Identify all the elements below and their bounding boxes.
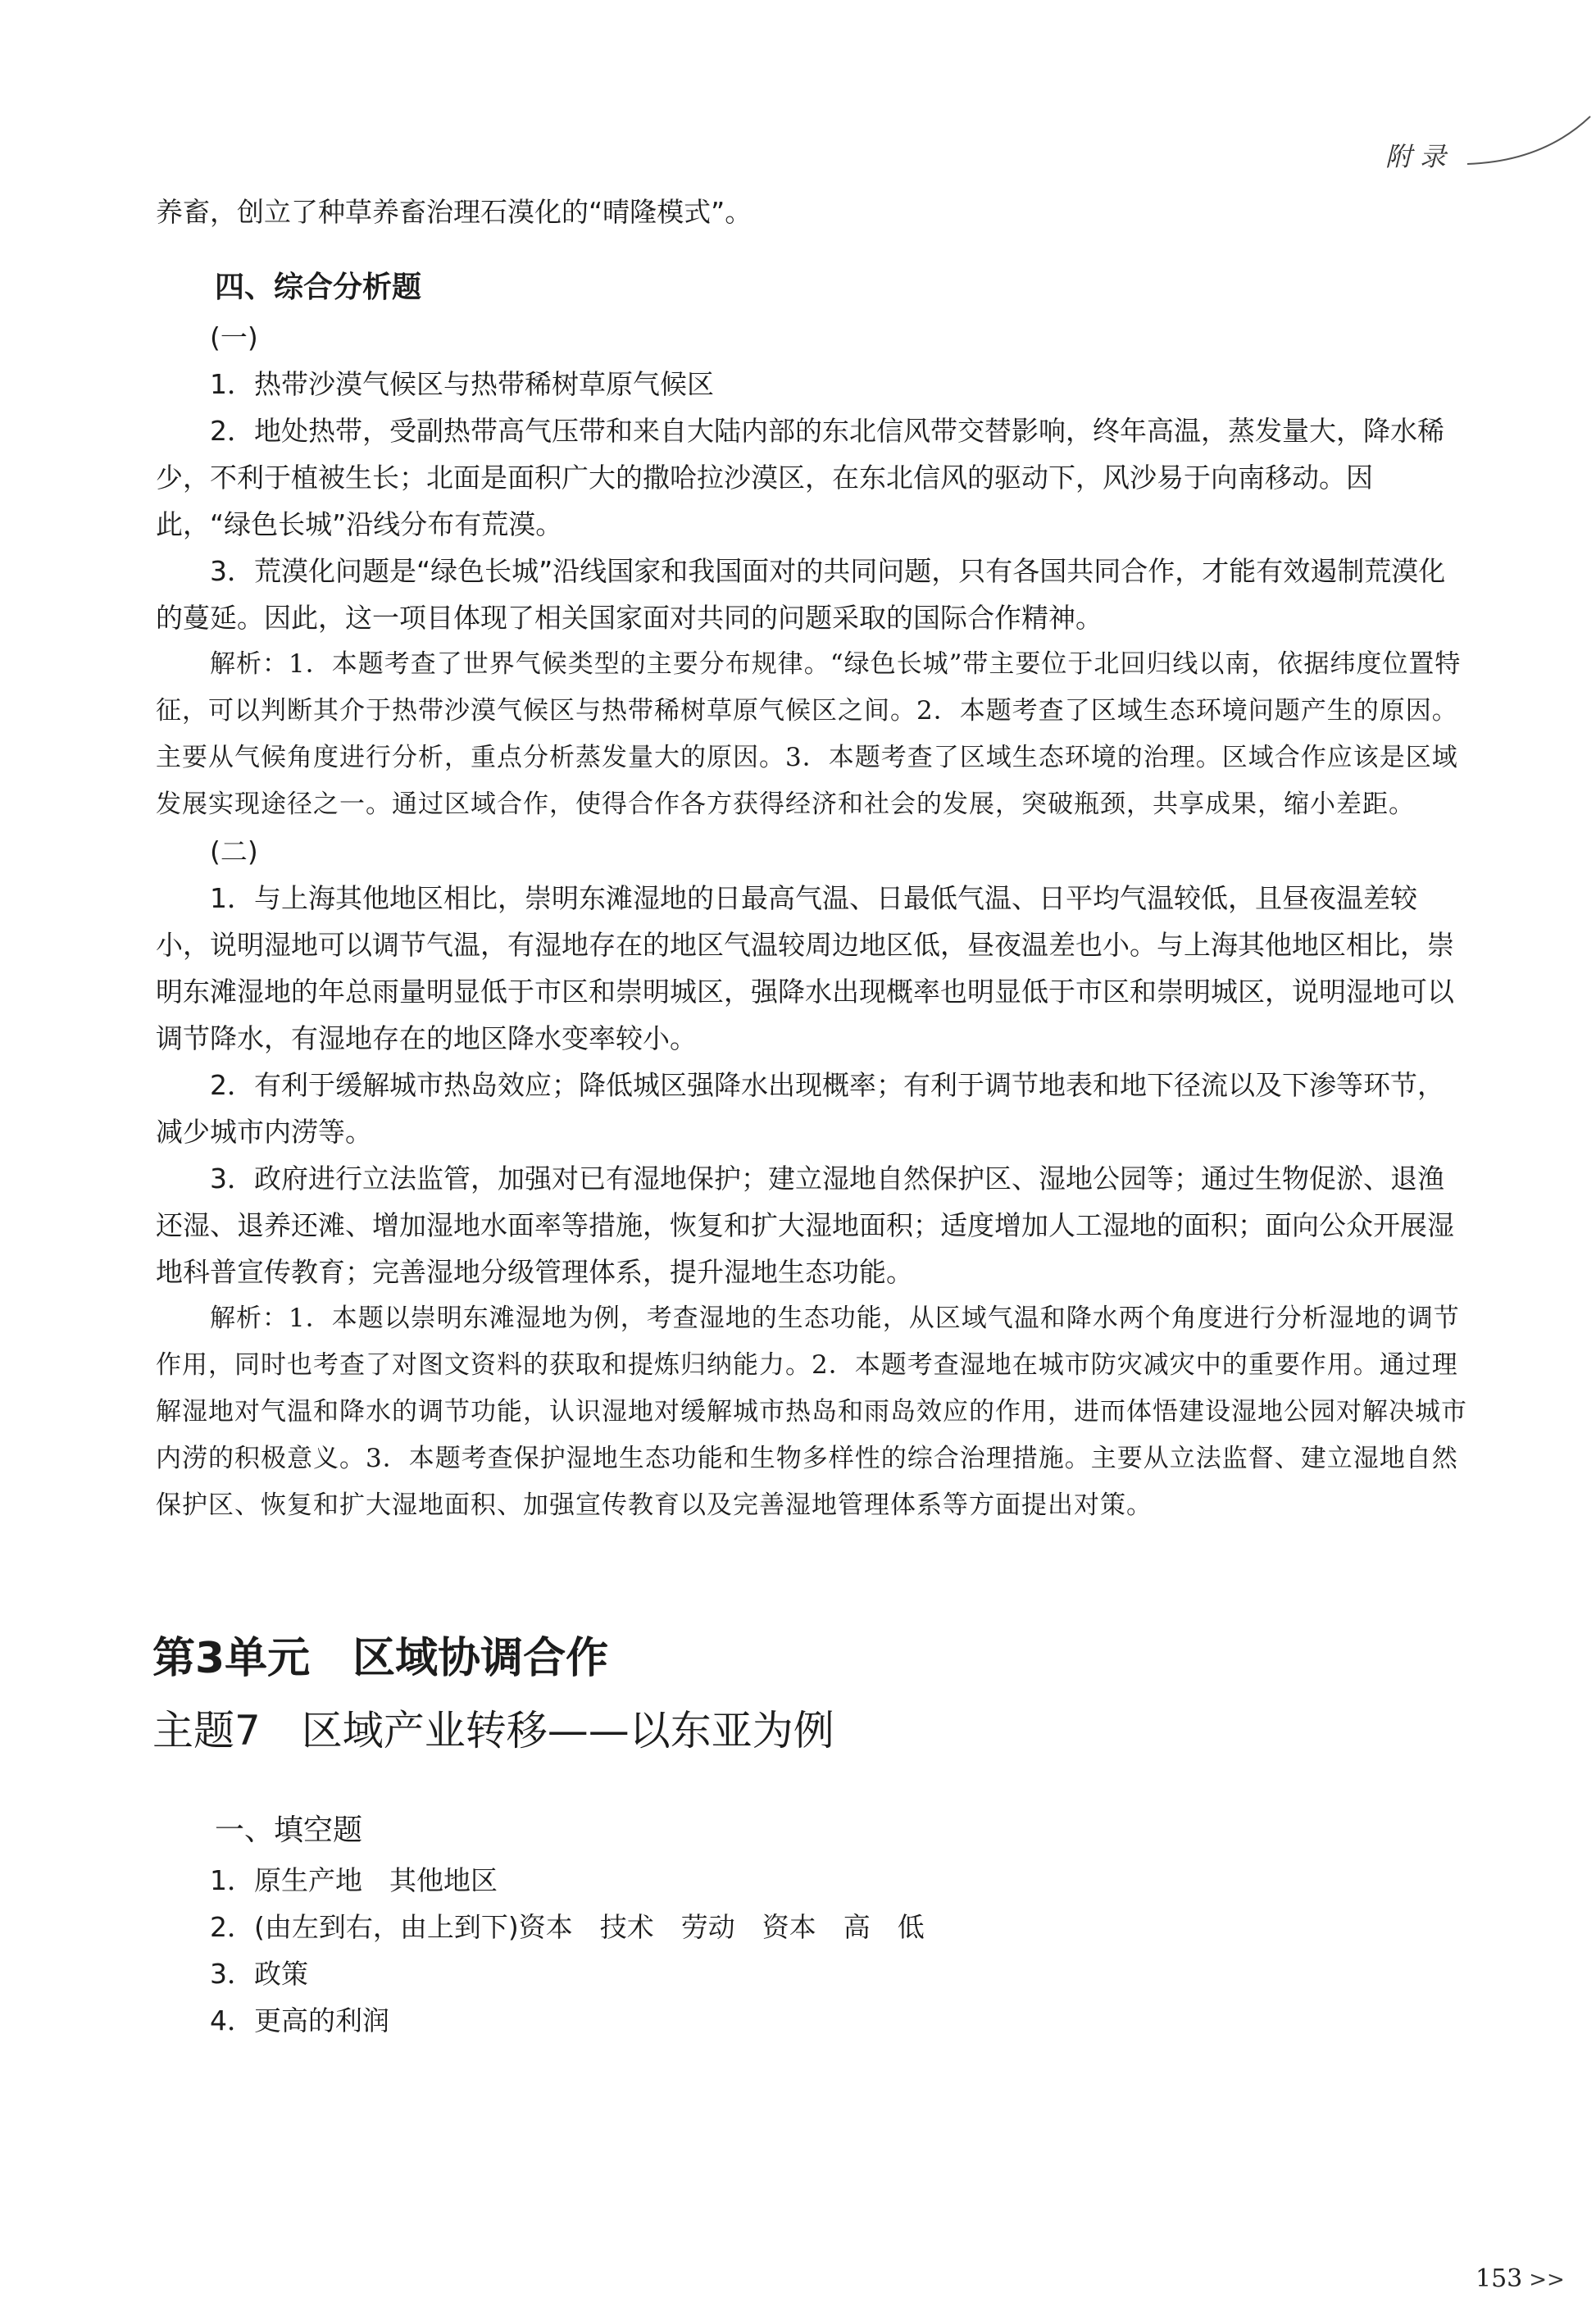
answer-item: 1．与上海其他地区相比，崇明东滩湿地的日最高气温、日最低气温、日平均气温较低，且昼夜温差较小，说明湿地可以调节气温，有湿地存在的地区气温较周边地区低，昼夜温差也小。与上海其他地区相比，崇明东滩湿地的年总雨量明显低于市区和崇明城区，强降水出现概率也明显低于市区和崇明城区，说明湿地可以调节降水，有湿地存在的地区降水变率较小。 bbox=[156, 882, 1454, 1054]
section-heading-analysis: 四、综合分析题 bbox=[215, 271, 422, 304]
intro-line: 养畜，创立了种草养畜治理石漠化的“晴隆模式”。 bbox=[156, 196, 753, 228]
answer-item: 2．地处热带，受副热带高气压带和来自大陆内部的东北信风带交替影响，终年高温，蒸发量大，降水稀少，不利于植被生长；北面是面积广大的撒哈拉沙漠区，在东北信风的驱动下，风沙易于向南移动。因此，“绿色长城”沿线分布有荒漠。 bbox=[156, 415, 1444, 540]
answer-item: 1．热带沙漠气候区与热带稀树草原气候区 bbox=[210, 368, 714, 400]
answer-item: 3．荒漠化问题是“绿色长城”沿线国家和我国面对的共同问题，只有各国共同合作，才能有效遏制荒漠化的蔓延。因此，这一项目体现了相关国家面对共同的问题采取的国际合作精神。 bbox=[156, 555, 1446, 634]
unit-title: 第3单元 区域协调合作 bbox=[152, 1634, 609, 1683]
answer-item: 4．更高的利润 bbox=[210, 2004, 389, 2036]
topic-title: 主题7 区域产业转移——以东亚为例 bbox=[152, 1707, 834, 1754]
section-heading-fill-blank: 一、填空题 bbox=[215, 1813, 363, 1847]
page-content bbox=[152, 189, 1467, 2044]
explanation-paragraph: 解析：1．本题以崇明东滩湿地为例，考查湿地的生态功能，从区域气温和降水两个角度进行分析湿地的调节作用，同时也考查了对图文资料的获取和提炼归纳能力。2．本题考查湿地在城市防灾减灾中的重要作用。通过理解湿地对气温和降水的调节功能，认识湿地对缓解城市热岛和雨岛效应的作用，进而体悟建设湿地公园对解决城市内涝的积极意义。3．本题考查保护湿地生态功能和生物多样性的综合治理措施。主要从立法监督、建立湿地自然保护区、恢复和扩大湿地面积、加强宣传教育以及完善湿地管理体系等方面提出对策。 bbox=[156, 1304, 1467, 1520]
part-label-2: (二) bbox=[210, 835, 258, 867]
header-curve-decoration bbox=[1467, 115, 1596, 172]
answer-item: 1．原生产地 其他地区 bbox=[210, 1864, 498, 1896]
page-number: 153 bbox=[1476, 2264, 1523, 2293]
answer-item: 2．有利于缓解城市热岛效应；降低城区强降水出现概率；有利于调节地表和地下径流以及下渗等环节，减少城市内涝等。 bbox=[156, 1069, 1444, 1148]
answer-item: 3．政策 bbox=[210, 1958, 308, 1990]
next-page-arrows-icon: >> bbox=[1529, 2268, 1565, 2292]
header-label: 附录 bbox=[1385, 141, 1455, 172]
part-label-1: (一) bbox=[210, 321, 258, 353]
page-footer bbox=[1476, 2264, 1565, 2293]
answer-item: 3．政府进行立法监管，加强对已有湿地保护；建立湿地自然保护区、湿地公园等；通过生物促淤、退渔还湿、退养还滩、增加湿地水面率等措施，恢复和扩大湿地面积；适度增加人工湿地的面积；面向公众开展湿地科普宣传教育；完善湿地分级管理体系，提升湿地生态功能。 bbox=[156, 1163, 1454, 1288]
explanation-paragraph: 解析：1．本题考查了世界气候类型的主要分布规律。“绿色长城”带主要位于北回归线以南，依据纬度位置特征，可以判断其介于热带沙漠气候区与热带稀树草原气候区之间。2．本题考查了区域生态环境问题产生的原因。主要从气候角度进行分析，重点分析蒸发量大的原因。3．本题考查了区域生态环境的治理。区域合作应该是区域发展实现途径之一。通过区域合作，使得合作各方获得经济和社会的发展，突破瓶颈，共享成果，缩小差距。 bbox=[156, 649, 1462, 819]
answer-item: 2．(由左到右，由上到下)资本 技术 劳动 资本 高 低 bbox=[210, 1911, 925, 1943]
